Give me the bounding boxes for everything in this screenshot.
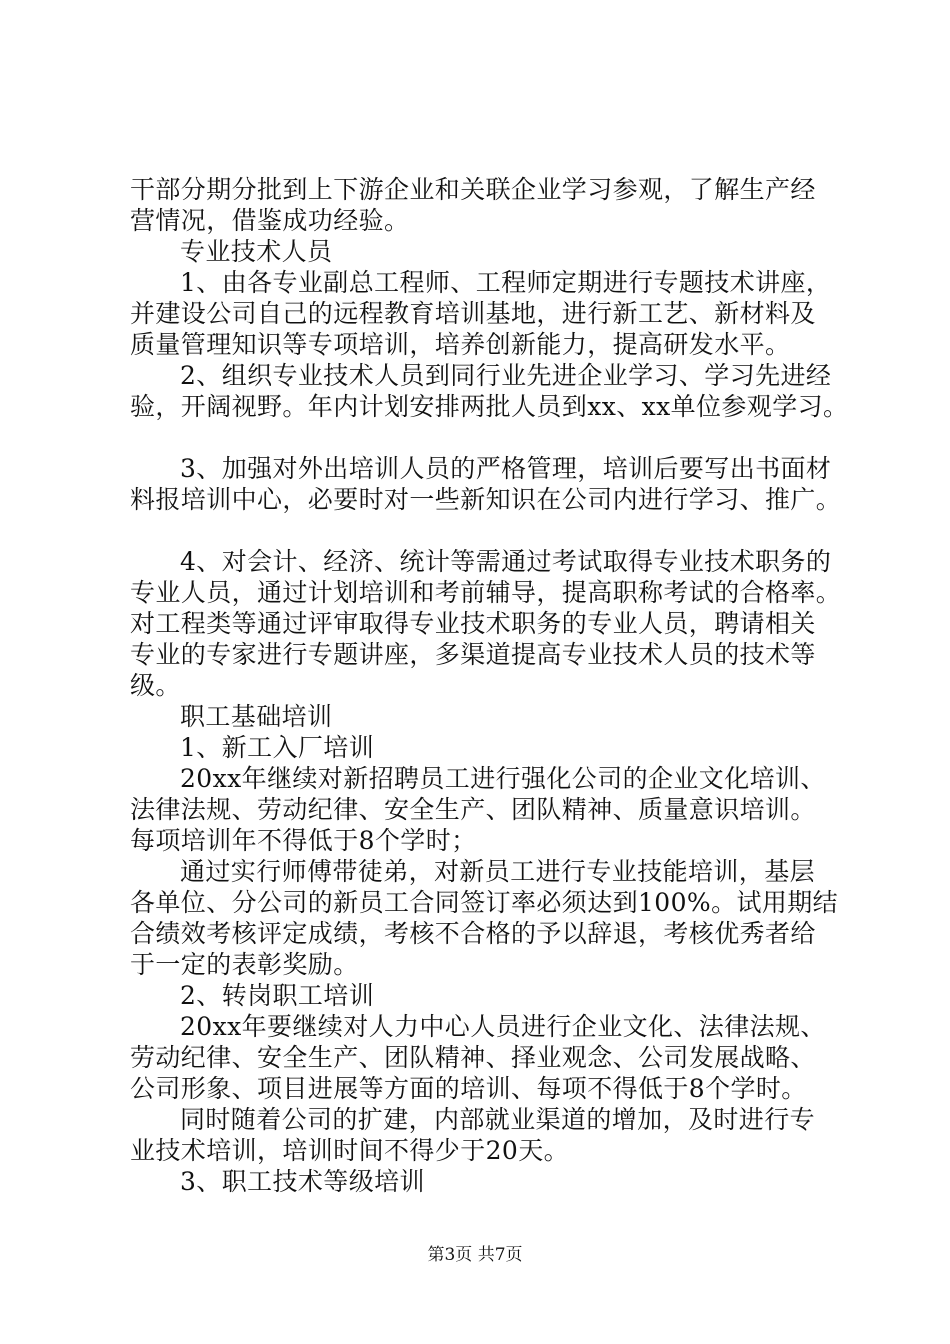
text-line: 各单位、分公司的新员工合同签订率必须达到100%。试用期结 [130,888,839,917]
text-line: 2、组织专业技术人员到同行业先进企业学习、学习先进经 [180,361,832,390]
text-line: 1、由各专业副总工程师、工程师定期进行专题技术讲座， [180,268,832,297]
section-heading: 职工基础培训 [180,702,333,731]
subsection-heading: 3、职工技术等级培训 [180,1167,425,1196]
page-footer [0,1244,950,1266]
text-line: 劳动纪律、安全生产、团队精神、择业观念、公司发展战略、 [130,1043,816,1072]
text-line: 公司形象、项目进展等方面的培训、每项不得低于8个学时。 [130,1074,807,1103]
text-line: 4、对会计、经济、统计等需通过考试取得专业技术职务的 [180,547,832,576]
text-line: 通过实行师傅带徒弟，对新员工进行专业技能培训，基层 [180,857,816,886]
text-line: 专业人员，通过计划培训和考前辅导，提高职称考试的合格率。 [130,578,842,607]
text-line: 业技术培训，培训时间不得少于20天。 [130,1136,570,1165]
text-line: 20xx年要继续对人力中心人员进行企业文化、法律法规、 [180,1012,826,1041]
text-line: 合绩效考核评定成绩，考核不合格的予以辞退，考核优秀者给 [130,919,816,948]
page-number: 第3页 共7页 [427,1245,523,1265]
paragraph-gap [130,515,848,546]
text-line: 同时随着公司的扩建，内部就业渠道的增加，及时进行专 [180,1105,816,1134]
subsection-heading: 1、新工入厂培训 [180,733,375,762]
text-line: 每项培训年不得低于8个学时； [130,826,477,855]
text-line: 验，开阔视野。年内计划安排两批人员到xx、xx单位参观学习。 [130,392,849,421]
subsection-heading: 2、转岗职工培训 [180,981,375,1010]
section-heading: 专业技术人员 [180,237,333,266]
text-line: 3、加强对外出培训人员的严格管理，培训后要写出书面材 [180,454,832,483]
document-body [130,174,848,1197]
text-line: 质量管理知识等专项培训，培养创新能力，提高研发水平。 [130,330,791,359]
text-line: 专业的专家进行专题讲座，多渠道提高专业技术人员的技术等 [130,640,816,669]
text-line: 营情况，借鉴成功经验。 [130,206,410,235]
text-line: 于一定的表彰奖励。 [130,950,359,979]
paragraph-gap [130,422,848,453]
text-line: 干部分期分批到上下游企业和关联企业学习参观，了解生产经 [130,175,816,204]
text-line: 并建设公司自己的远程教育培训基地，进行新工艺、新材料及 [130,299,816,328]
text-line: 法律法规、劳动纪律、安全生产、团队精神、质量意识培训。 [130,795,816,824]
text-line: 料报培训中心，必要时对一些新知识在公司内进行学习、推广。 [130,485,842,514]
text-line: 20xx年继续对新招聘员工进行强化公司的企业文化培训、 [180,764,826,793]
text-line: 对工程类等通过评审取得专业技术职务的专业人员，聘请相关 [130,609,816,638]
text-line: 级。 [130,671,181,700]
